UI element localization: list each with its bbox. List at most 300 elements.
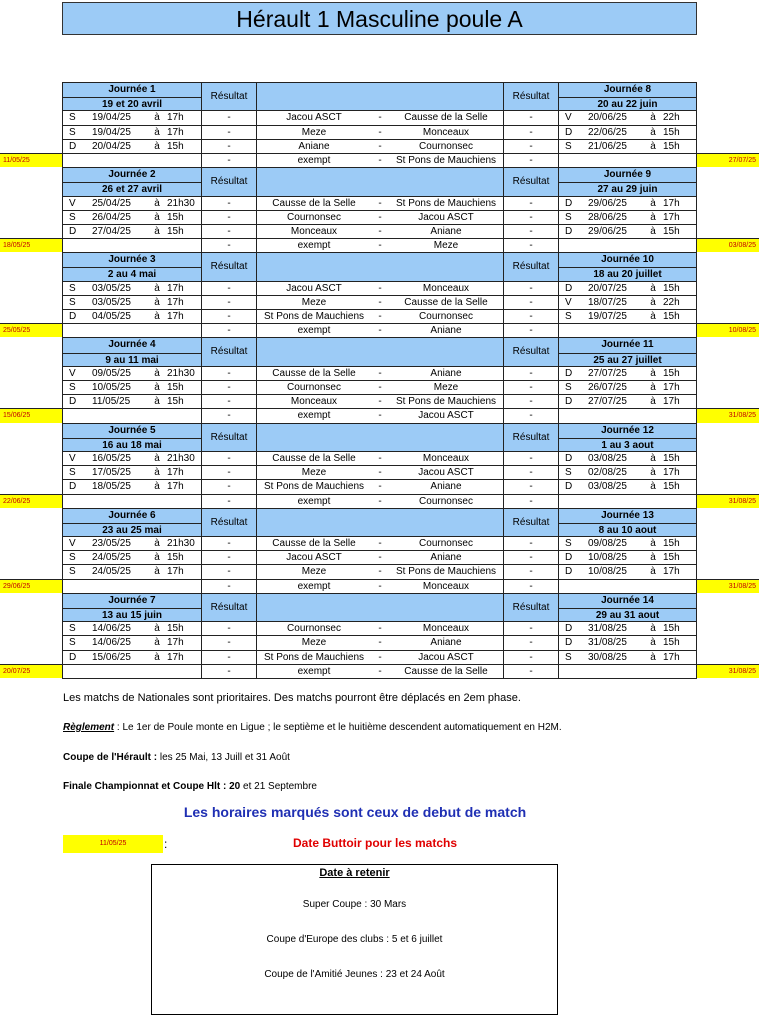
result-header-left (201, 423, 256, 451)
away-team: Jacou ASCT (389, 465, 503, 479)
result-label: Résultat (210, 261, 248, 273)
result-left: - (201, 139, 256, 153)
match-day-right: S (558, 650, 588, 664)
match-day-left: V (62, 366, 92, 380)
at-label: à (147, 564, 167, 578)
coupe-text: les 25 Mai, 13 Juill et 31 Août (157, 752, 290, 763)
match-time-left: 17h (167, 564, 201, 578)
result-label: Résultat (210, 176, 248, 188)
journee-header-row (0, 82, 762, 110)
vs-dash: - (371, 309, 389, 323)
journee-left-dates: 9 au 11 mai (63, 353, 201, 366)
result-label: Résultat (512, 261, 550, 273)
home-team: Meze (256, 564, 371, 578)
result-left: - (201, 380, 256, 394)
match-day-right: S (558, 536, 588, 550)
at-label: à (643, 366, 663, 380)
match-day-right: V (558, 295, 588, 309)
match-date-right: 29/06/25 (588, 196, 643, 210)
home-team: Causse de la Selle (256, 366, 371, 380)
result-right: - (503, 664, 558, 678)
match-time-right: 15h (663, 621, 697, 635)
result-left: - (201, 635, 256, 649)
match-time-right: 15h (663, 451, 697, 465)
journee-right-header (558, 167, 697, 195)
result-right: - (503, 125, 558, 139)
at-label: à (643, 295, 663, 309)
result-left: - (201, 366, 256, 380)
result-left: - (201, 536, 256, 550)
result-right: - (503, 536, 558, 550)
teams-header (256, 593, 503, 621)
journee-left-header (62, 593, 201, 621)
journee-right-dates: 8 au 10 aout (559, 523, 696, 536)
match-day-right: S (558, 309, 588, 323)
home-team: Causse de la Selle (256, 196, 371, 210)
match-row (0, 621, 762, 635)
match-date-right: 09/08/25 (588, 536, 643, 550)
match-day-right: S (558, 210, 588, 224)
journee-right-header (558, 593, 697, 621)
result-header-right (503, 82, 558, 110)
exempt-label: exempt (256, 323, 371, 337)
at-label: à (147, 621, 167, 635)
at-label: à (643, 210, 663, 224)
blank-cell (62, 153, 201, 167)
vs-dash: - (371, 579, 389, 593)
match-date-left: 03/05/25 (92, 281, 147, 295)
vs-dash: - (371, 564, 389, 578)
vs-dash: - (371, 650, 389, 664)
blank-cell (62, 408, 201, 422)
exempt-team: St Pons de Mauchiens (389, 153, 503, 167)
dates-box-item: Coupe de l'Amitié Jeunes : 23 et 24 Août (264, 969, 445, 980)
journee-right-dates: 18 au 20 juillet (559, 267, 696, 280)
vs-dash: - (371, 196, 389, 210)
match-day-left: D (62, 309, 92, 323)
at-label: à (643, 650, 663, 664)
match-date-left: 16/05/25 (92, 451, 147, 465)
result-left: - (201, 394, 256, 408)
match-row (0, 210, 762, 224)
at-label: à (643, 110, 663, 124)
match-day-right: D (558, 394, 588, 408)
journee-right-name: Journée 10 (601, 254, 654, 266)
exempt-row (0, 664, 762, 678)
match-date-left: 19/04/25 (92, 110, 147, 124)
match-date-right: 03/08/25 (588, 479, 643, 493)
at-label: à (147, 125, 167, 139)
journee-left-name: Journée 5 (108, 424, 156, 436)
teams-header (256, 337, 503, 365)
match-date-left: 03/05/25 (92, 295, 147, 309)
match-date-left: 25/04/25 (92, 196, 147, 210)
exempt-team: Causse de la Selle (389, 664, 503, 678)
match-day-left: S (62, 635, 92, 649)
match-time-left: 17h (167, 465, 201, 479)
at-label: à (147, 295, 167, 309)
result-right: - (503, 621, 558, 635)
home-team: Causse de la Selle (256, 451, 371, 465)
blank-cell (558, 238, 697, 252)
result-left: - (201, 451, 256, 465)
result-header-left (201, 508, 256, 536)
result-header-left (201, 252, 256, 280)
exempt-label: exempt (256, 664, 371, 678)
vs-dash: - (371, 366, 389, 380)
result-right: - (503, 196, 558, 210)
vs-dash: - (371, 394, 389, 408)
match-time-right: 17h (663, 394, 697, 408)
exempt-row (0, 323, 762, 337)
match-row (0, 394, 762, 408)
match-row (0, 536, 762, 550)
match-row (0, 224, 762, 238)
at-label: à (147, 451, 167, 465)
match-date-left: 20/04/25 (92, 139, 147, 153)
match-row (0, 196, 762, 210)
match-time-right: 22h (663, 295, 697, 309)
match-time-right: 17h (663, 196, 697, 210)
at-label: à (147, 210, 167, 224)
away-team: Cournonsec (389, 309, 503, 323)
journee-left-header (62, 252, 201, 280)
deadline-left: 25/05/25 (0, 323, 62, 337)
match-day-right: D (558, 196, 588, 210)
result-left: - (201, 309, 256, 323)
match-day-left: V (62, 196, 92, 210)
match-time-left: 21h30 (167, 366, 201, 380)
vs-dash: - (371, 238, 389, 252)
at-label: à (147, 536, 167, 550)
match-time-right: 15h (663, 366, 697, 380)
match-day-left: D (62, 224, 92, 238)
result-left: - (201, 323, 256, 337)
match-row (0, 110, 762, 124)
result-label: Résultat (210, 431, 248, 443)
journee-header-row (0, 593, 762, 621)
home-team: Jacou ASCT (256, 110, 371, 124)
legend-deadline-sample: 11/05/25 (63, 835, 163, 853)
result-right: - (503, 366, 558, 380)
match-row (0, 465, 762, 479)
home-team: Meze (256, 465, 371, 479)
journee-left-name: Journée 2 (108, 169, 156, 181)
result-right: - (503, 635, 558, 649)
at-label: à (643, 309, 663, 323)
match-day-left: S (62, 380, 92, 394)
blank-cell (62, 664, 201, 678)
match-row (0, 366, 762, 380)
vs-dash: - (371, 664, 389, 678)
match-day-right: D (558, 366, 588, 380)
away-team: Monceaux (389, 125, 503, 139)
match-time-left: 17h (167, 650, 201, 664)
reglement-label: Règlement (63, 722, 115, 733)
at-label: à (643, 536, 663, 550)
at-label: à (643, 380, 663, 394)
blank-cell (558, 153, 697, 167)
deadline-left: 22/06/25 (0, 494, 62, 508)
result-right: - (503, 408, 558, 422)
result-left: - (201, 210, 256, 224)
exempt-label: exempt (256, 408, 371, 422)
journee-left-header (62, 167, 201, 195)
home-team: Causse de la Selle (256, 536, 371, 550)
home-team: St Pons de Mauchiens (256, 650, 371, 664)
home-team: Monceaux (256, 394, 371, 408)
away-team: Cournonsec (389, 536, 503, 550)
exempt-label: exempt (256, 494, 371, 508)
match-time-right: 15h (663, 309, 697, 323)
match-date-right: 27/07/25 (588, 366, 643, 380)
away-team: Monceaux (389, 451, 503, 465)
result-right: - (503, 380, 558, 394)
away-team: St Pons de Mauchiens (389, 196, 503, 210)
match-date-left: 24/05/25 (92, 550, 147, 564)
journee-left-dates: 16 au 18 mai (63, 438, 201, 451)
away-team: Causse de la Selle (389, 110, 503, 124)
match-date-right: 20/06/25 (588, 110, 643, 124)
vs-dash: - (371, 635, 389, 649)
at-label: à (147, 309, 167, 323)
at-label: à (147, 394, 167, 408)
away-team: Meze (389, 380, 503, 394)
vs-dash: - (371, 550, 389, 564)
match-date-right: 22/06/25 (588, 125, 643, 139)
vs-dash: - (371, 465, 389, 479)
result-left: - (201, 465, 256, 479)
journee-left-header (62, 337, 201, 365)
match-day-left: S (62, 295, 92, 309)
match-time-right: 15h (663, 635, 697, 649)
vs-dash: - (371, 479, 389, 493)
home-team: Cournonsec (256, 210, 371, 224)
match-date-left: 24/05/25 (92, 564, 147, 578)
match-time-left: 15h (167, 550, 201, 564)
match-day-right: D (558, 125, 588, 139)
exempt-row (0, 579, 762, 593)
match-row (0, 125, 762, 139)
away-team: Monceaux (389, 281, 503, 295)
match-day-right: S (558, 380, 588, 394)
result-label: Résultat (512, 346, 550, 358)
at-label: à (643, 196, 663, 210)
finale-text: et 21 Septembre (240, 781, 317, 792)
match-time-right: 15h (663, 550, 697, 564)
match-day-right: D (558, 451, 588, 465)
result-header-right (503, 593, 558, 621)
result-left: - (201, 196, 256, 210)
result-left: - (201, 125, 256, 139)
match-date-left: 15/06/25 (92, 650, 147, 664)
deadline-right: 31/08/25 (697, 579, 759, 593)
match-time-left: 17h (167, 125, 201, 139)
journee-left-dates: 23 au 25 mai (63, 523, 201, 536)
match-time-left: 15h (167, 380, 201, 394)
journee-right-header (558, 423, 697, 451)
deadline-right: 10/08/25 (697, 323, 759, 337)
journee-header-row (0, 337, 762, 365)
match-day-left: S (62, 465, 92, 479)
result-label: Résultat (512, 91, 550, 102)
match-day-right: D (558, 635, 588, 649)
result-left: - (201, 153, 256, 167)
note-finale (63, 781, 317, 792)
vs-dash: - (371, 451, 389, 465)
blank-cell (558, 408, 697, 422)
match-time-left: 17h (167, 110, 201, 124)
at-label: à (147, 110, 167, 124)
match-day-right: D (558, 550, 588, 564)
match-time-left: 15h (167, 210, 201, 224)
result-left: - (201, 295, 256, 309)
journee-right-name: Journée 12 (601, 424, 654, 436)
vs-dash: - (371, 494, 389, 508)
result-label: Résultat (210, 601, 248, 613)
journee-left-name: Journée 3 (108, 254, 156, 266)
match-date-right: 20/07/25 (588, 281, 643, 295)
result-header-right (503, 337, 558, 365)
result-right: - (503, 394, 558, 408)
away-team: Cournonsec (389, 139, 503, 153)
exempt-team: Monceaux (389, 579, 503, 593)
exempt-label: exempt (256, 153, 371, 167)
result-left: - (201, 650, 256, 664)
result-right: - (503, 153, 558, 167)
result-left: - (201, 494, 256, 508)
result-right: - (503, 281, 558, 295)
blank-cell (558, 323, 697, 337)
away-team: Jacou ASCT (389, 650, 503, 664)
journee-left-dates: 19 et 20 avril (63, 97, 201, 110)
result-right: - (503, 323, 558, 337)
away-team: Aniane (389, 479, 503, 493)
teams-header (256, 167, 503, 195)
teams-header (256, 423, 503, 451)
journee-left-dates: 26 et 27 avril (63, 182, 201, 195)
journee-right-name: Journée 11 (601, 339, 654, 351)
result-left: - (201, 110, 256, 124)
journee-right-name: Journée 13 (601, 509, 654, 521)
match-day-left: D (62, 394, 92, 408)
coupe-label: Coupe de l'Hérault : (63, 752, 158, 763)
vs-dash: - (371, 153, 389, 167)
match-time-left: 15h (167, 224, 201, 238)
match-time-left: 21h30 (167, 451, 201, 465)
result-left: - (201, 224, 256, 238)
match-time-left: 17h (167, 281, 201, 295)
result-header-right (503, 252, 558, 280)
match-time-right: 15h (663, 125, 697, 139)
vs-dash: - (371, 323, 389, 337)
at-label: à (643, 125, 663, 139)
match-date-left: 17/05/25 (92, 465, 147, 479)
result-left: - (201, 238, 256, 252)
schedule-table (0, 82, 762, 679)
match-date-left: 14/06/25 (92, 621, 147, 635)
away-team: Jacou ASCT (389, 210, 503, 224)
vs-dash: - (371, 408, 389, 422)
at-label: à (147, 465, 167, 479)
vs-dash: - (371, 281, 389, 295)
journee-right-name: Journée 14 (601, 594, 654, 606)
legend-colon: : (164, 837, 168, 851)
match-date-left: 04/05/25 (92, 309, 147, 323)
journee-header-row (0, 252, 762, 280)
journee-right-header (558, 82, 697, 110)
result-right: - (503, 451, 558, 465)
at-label: à (147, 139, 167, 153)
match-date-right: 21/06/25 (588, 139, 643, 153)
match-day-right: D (558, 479, 588, 493)
home-team: Jacou ASCT (256, 281, 371, 295)
result-right: - (503, 309, 558, 323)
result-left: - (201, 281, 256, 295)
home-team: St Pons de Mauchiens (256, 479, 371, 493)
match-day-left: S (62, 281, 92, 295)
at-label: à (147, 650, 167, 664)
at-label: à (643, 139, 663, 153)
legend-text: Date Buttoir pour les matchs (293, 836, 458, 850)
match-day-right: D (558, 281, 588, 295)
match-date-left: 14/06/25 (92, 635, 147, 649)
horaires-note: Les horaires marqués sont ceux de debut de match (183, 804, 527, 820)
journee-header-row (0, 423, 762, 451)
match-time-left: 15h (167, 621, 201, 635)
match-time-left: 17h (167, 479, 201, 493)
home-team: Jacou ASCT (256, 550, 371, 564)
result-header-left (201, 167, 256, 195)
table-bottom-border (62, 678, 697, 679)
match-date-left: 09/05/25 (92, 366, 147, 380)
journee-right-header (558, 252, 697, 280)
teams-header (256, 252, 503, 280)
match-row (0, 295, 762, 309)
result-header-right (503, 508, 558, 536)
result-right: - (503, 550, 558, 564)
deadline-right: 27/07/25 (697, 153, 759, 167)
journee-right-dates: 27 au 29 juin (559, 182, 696, 195)
match-day-right: S (558, 139, 588, 153)
match-row (0, 635, 762, 649)
match-row (0, 380, 762, 394)
result-right: - (503, 139, 558, 153)
vs-dash: - (371, 210, 389, 224)
at-label: à (643, 564, 663, 578)
result-label: Résultat (512, 176, 550, 188)
exempt-team: Jacou ASCT (389, 408, 503, 422)
journee-left-header (62, 508, 201, 536)
note-nationales: Les matchs de Nationales sont prioritaires. Des matchs pourront être déplacés en 2em phase. (63, 692, 521, 704)
journee-left-header (62, 82, 201, 110)
result-label: Résultat (210, 91, 248, 102)
match-time-right: 17h (663, 564, 697, 578)
match-day-right: D (558, 564, 588, 578)
at-label: à (147, 196, 167, 210)
result-right: - (503, 650, 558, 664)
match-time-left: 21h30 (167, 196, 201, 210)
result-header-left (201, 593, 256, 621)
journee-left-name: Journée 4 (108, 339, 156, 351)
journee-left-name: Journée 1 (108, 84, 156, 95)
at-label: à (147, 635, 167, 649)
away-team: Causse de la Selle (389, 295, 503, 309)
finale-label: Finale Championnat et Coupe Hlt : 20 (63, 781, 241, 792)
home-team: Monceaux (256, 224, 371, 238)
deadline-right: 03/08/25 (697, 238, 759, 252)
journee-right-name: Journée 8 (603, 84, 652, 95)
